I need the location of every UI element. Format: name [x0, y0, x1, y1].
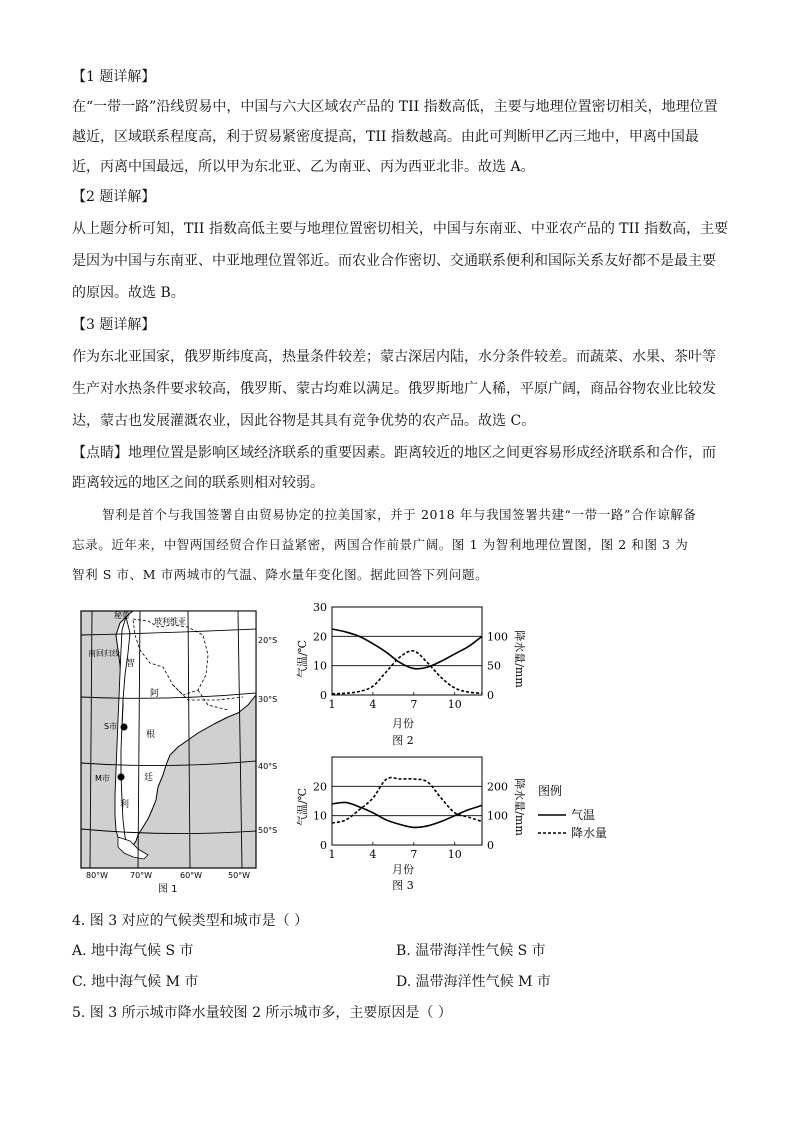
fig2-ytick-right: 0	[487, 689, 494, 702]
lat-30: 30°S	[258, 695, 278, 704]
intro-line-1: 智利是首个与我国签署自由贸易协定的拉美国家，并于 2018 年与我国签署共建“一带一路”合作谅解备	[102, 507, 697, 522]
section-2-line-3: 的原因。故选 B。	[72, 285, 185, 301]
question-4-stem: 4. 图 3 对应的气候类型和城市是（ ）	[72, 913, 309, 929]
fig2-precipitation-line	[332, 651, 482, 694]
fig2-ytick-left: 30	[313, 601, 327, 614]
legend-temp-label: 气温	[571, 808, 596, 822]
map-caption: 图 1	[158, 884, 178, 895]
lon-80: 80°W	[86, 871, 109, 880]
fig3-xtick: 1	[328, 848, 336, 861]
m-city-dot	[118, 774, 125, 781]
fig2-ytick-right: 100	[487, 630, 508, 644]
fig3-ytick-left: 10	[313, 809, 327, 823]
section-2-heading: 【2 题详解】	[72, 189, 156, 205]
fig3-ytick-left: 20	[313, 780, 327, 794]
fig3-plot-frame	[332, 757, 482, 845]
lat-40: 40°S	[258, 762, 278, 771]
label-bolivia: 玻利维亚	[154, 617, 186, 626]
intro-line-2: 忘录。近年来，中智两国经贸合作日益紧密，两国合作前景广阔。图 1 为智利地理位置图，图 2 和图 3 为	[72, 537, 689, 552]
fig2-ytick-left: 10	[313, 659, 327, 673]
tip-line-1: 【点睛】地理位置是影响区域经济联系的重要因素。距离较近的地区之间更容易形成经济联系和合作，而	[72, 445, 716, 461]
label-zhi: 智	[126, 659, 136, 669]
fig2-ytick-right: 50	[487, 659, 501, 673]
fig3-precipitation-line	[332, 778, 482, 823]
lon-70: 70°W	[130, 871, 153, 880]
legend-precip-label: 降水量	[571, 826, 608, 840]
label-gen: 根	[146, 730, 156, 740]
section-1-line-1: 在“一带一路”沿线贸易中，中国与六大区域农产品的 TII 指数高低，主要与地理位置密切相关，地理位置	[72, 99, 718, 115]
figure-2-chart	[290, 597, 530, 749]
lat-50: 50°S	[258, 826, 278, 835]
section-3-heading: 【3 题详解】	[72, 317, 156, 333]
fig2-ytick-left: 20	[313, 630, 327, 644]
fig3-ylabel-precip: 降水量/mm	[513, 778, 526, 836]
section-1-heading: 【1 题详解】	[72, 69, 156, 85]
fig2-ytick-left: 0	[320, 689, 327, 702]
fig3-ytick-right: 0	[487, 839, 494, 852]
q4-option-c[interactable]: C. 地中海气候 M 市	[72, 974, 199, 990]
lat-20: 20°S	[258, 636, 278, 645]
fig3-ytick-right: 100	[487, 809, 508, 823]
fig2-temperature-line	[332, 629, 482, 669]
chile-map	[78, 605, 278, 895]
fig3-caption: 图 3	[392, 879, 414, 892]
label-a: 阿	[150, 689, 160, 699]
section-3-line-3: 达，蒙古也发展灌溉农业，因此谷物是其具有竞争优势的农产品。故选 C。	[72, 413, 536, 429]
fig2-ylabel-temp: 气温/℃	[296, 639, 309, 679]
fig2-xtick: 7	[410, 698, 418, 711]
fig3-ytick-right: 200	[487, 780, 508, 794]
label-ting: 廷	[144, 773, 154, 783]
q4-option-a[interactable]: A. 地中海气候 S 市	[72, 943, 194, 959]
question-5-stem: 5. 图 3 所示城市降水量较图 2 所示城市多，主要原因是（ ）	[72, 1005, 452, 1021]
intro-line-3: 智利 S 市、M 市两城市的气温、降水量年变化图。据此回答下列问题。	[72, 567, 489, 582]
label-m-city: M市	[95, 774, 110, 783]
label-peru: 秘鲁	[114, 611, 130, 620]
fig2-xtick: 10	[447, 698, 462, 711]
q4-option-d[interactable]: D. 温带海洋性气候 M 市	[396, 974, 551, 990]
fig3-ytick-left: 0	[320, 839, 327, 852]
lon-60: 60°W	[180, 871, 203, 880]
fig2-caption: 图 2	[392, 734, 414, 747]
fig2-xtick: 1	[328, 698, 336, 711]
section-2-line-1: 从上题分析可知，TII 指数高低主要与地理位置密切相关，中国与东南亚、中亚农产品的 TII 指数高，主要	[72, 221, 729, 237]
section-1-line-2: 越近，区域联系程度高，利于贸易紧密度提高，TII 指数越高。由此可判断甲乙丙三地中，甲离中国最	[72, 129, 699, 145]
fig2-xtick: 4	[369, 698, 377, 711]
legend-title: 图例	[538, 784, 563, 798]
fig3-ylabel-temp: 气温/℃	[296, 787, 309, 827]
fig3-xtick: 7	[410, 848, 418, 861]
lon-50: 50°W	[228, 871, 251, 880]
section-1-line-3: 近，丙离中国最远，所以甲为东北亚、乙为南亚、丙为西亚北非。故选 A。	[72, 159, 535, 175]
section-3-line-1: 作为东北亚国家，俄罗斯纬度高，热量条件较差；蒙古深居内陆，水分条件较差。而蔬菜、水果、茶叶等	[72, 349, 716, 365]
section-2-line-2: 是因为中国与东南亚、中亚地理位置邻近。而农业合作密切、交通联系便利和国际关系友好都不是最主要	[72, 253, 716, 269]
fig2-xlabel: 月份	[392, 717, 414, 730]
fig3-xtick: 10	[447, 848, 462, 861]
figure-3-chart	[290, 747, 630, 895]
label-li: 利	[120, 800, 130, 810]
label-tropic: 南回归线	[88, 649, 120, 658]
fig3-xlabel: 月份	[392, 863, 414, 876]
tip-line-2: 距离较远的地区之间的联系则相对较弱。	[72, 475, 324, 491]
s-city-dot	[121, 724, 128, 731]
fig3-xtick: 4	[369, 848, 377, 861]
q4-option-b[interactable]: B. 温带海洋性气候 S 市	[396, 943, 546, 959]
fig2-ylabel-precip: 降水量/mm	[513, 630, 526, 688]
section-3-line-2: 生产对水热条件要求较高，俄罗斯、蒙古均难以满足。俄罗斯地广人稀，平原广阔，商品谷物农业比较发	[72, 381, 716, 397]
label-s-city: S市	[104, 722, 118, 731]
